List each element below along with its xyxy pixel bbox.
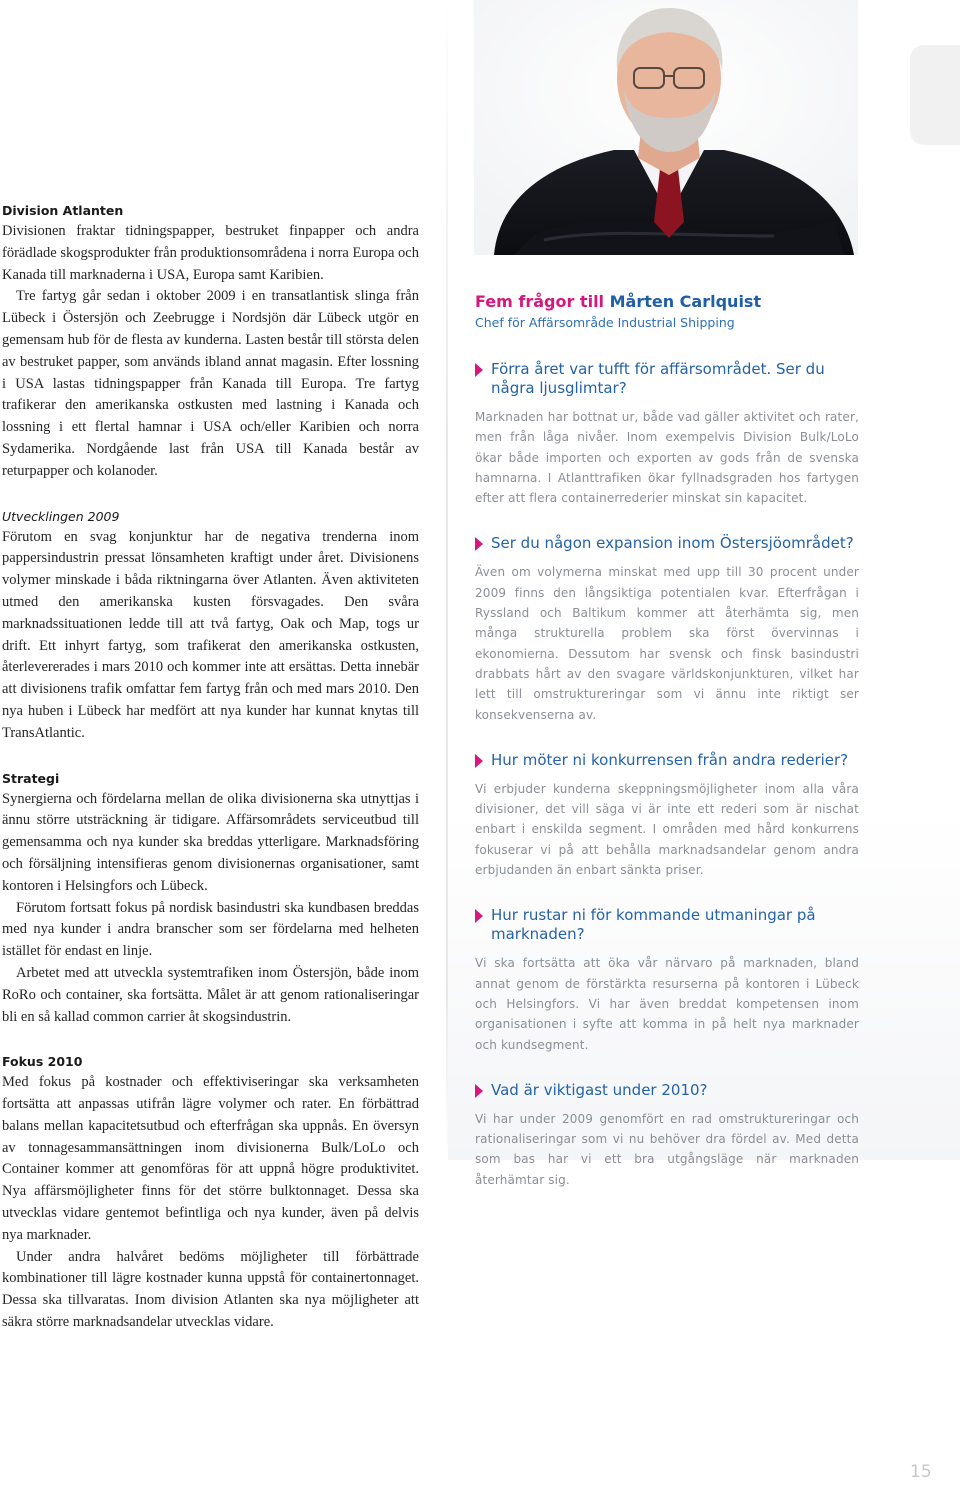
interview-heading bbox=[475, 290, 859, 314]
question bbox=[475, 534, 859, 553]
arrow-bullet-icon bbox=[475, 754, 483, 768]
question-text: Hur rustar ni för kommande utmaningar på marknaden? bbox=[491, 906, 816, 944]
answer: Vi erbjuder kunderna skeppningsmöjligheter inom alla våra divisioner, det vill säga vi är inte ett rederi som är nischat enbart i enskilda segment. I områden med hård konkurrens fokuserar vi på att behålla marknadsandelar genom andra erbjudanden än enbart sänkta priser. bbox=[475, 781, 859, 878]
article-body bbox=[2, 201, 419, 1334]
section-heading-strategi: Strategi bbox=[2, 770, 60, 786]
qa-item bbox=[475, 906, 859, 1054]
arrow-bullet-icon bbox=[475, 909, 483, 923]
section-heading-utvecklingen: Utvecklingen 2009 bbox=[2, 508, 120, 524]
question-text: Hur möter ni konkurrensen från andra rederier? bbox=[491, 750, 849, 769]
answer: Vi har under 2009 genomfört en rad omstruktureringar och rationaliseringar som vi nu behöver dra fördel av. Med detta som bas har vi ett bra utgångsläge när marknaden återhämtar sig. bbox=[475, 1111, 859, 1187]
answer: Vi ska fortsätta att öka vår närvaro på marknaden, bland annat genom de förstärkta resurserna på kontoren i Lübeck och Helsingfors. Vi har även breddat kompetensen inom organisationen i syfte att komma in på helt nya marknader och kundsegment. bbox=[475, 956, 859, 1052]
portrait-photo bbox=[474, 0, 858, 255]
question bbox=[475, 1081, 859, 1100]
question bbox=[475, 751, 859, 770]
paragraph: Förutom en svag konjunktur har de negativa trenderna inom pappersindustrin pressat lönsamheten kraftigt under året. Divisionens volymer minskade i båda riktningarna över Atlanten. Även aktiviteten utmed den amerikanska kusten försvagades. Den svåra marknadssituationen ledde till att två fartyg, Oak och Map, togs ur drift. Ett inhyrt fartyg, som trafikerat den amerikanska ostkusten, återlevererades i mars 2010 och kommer inte att ersättas. Detta innebär att divisionens trafik omfattar fem fartyg från och med mars 2010. Den nya huben i Lübeck har medfört att nya kunder har kunnat knytas till TransAtlantic. bbox=[2, 528, 419, 741]
question bbox=[475, 906, 859, 944]
section-heading-fokus: Fokus 2010 bbox=[2, 1054, 83, 1070]
paragraph: Med fokus på kostnader och effektiviseringar ska verksamheten fortsätta att anpassas utifrån lägre volymer och rater. En förbättrad balans mellan kapacitetsutbud och efterfrågan ska uppnås. En översyn av tonnagesammansättningen inom divisionerna Bulk/LoLo och Container kommer att genomföras för att uppnå högre produktivitet. Nya affärsmöjligheter finns för det större bulktonnaget. Dessa ska utvecklas vidare gentemot befintliga och nya kunder, även på delvis nya marknader. bbox=[2, 1074, 419, 1243]
qa-item bbox=[475, 360, 859, 508]
interview-sidebar bbox=[475, 290, 859, 1190]
paragraph: Tre fartyg går sedan i oktober 2009 i en transatlantisk slinga från Lübeck i Östersjön och Zeebrugge i Nordsjön där Lübeck utgör en gemensam hub för de flesta av kunderna. Lasten består till största delen av bestruket papper, som används ibland annat magasin. Efter lossning i USA lastas tidningspapper från Kanada till Europa. Tre fartyg trafikerar den amerikanska ostkusten med lastning i Kanada och lossning i ett flertal hamnar i USA och/eller Karibien och norra Sydamerika. Nordgående last från USA till Kanada består av returpapper och kolanoder. bbox=[2, 288, 419, 479]
paragraph: Under andra halvåret bedöms möjligheter till förbättrade kombinationer till lägre kostnader kunna uppstå för containertonnaget. Dessa ska tillvaratas. Inom division Atlanten ska nya möjligheter att säkra större marknadsandelar utvecklas vidare. bbox=[2, 1248, 419, 1331]
arrow-bullet-icon bbox=[475, 537, 483, 551]
interview-heading-name: Mårten Carlquist bbox=[609, 292, 762, 311]
paragraph: Synergierna och fördelarna mellan de olika divisionerna ska utnyttjas i ännu större utsträckning är tidigare. Affärsområdets serviceutbud till gemensamma och nya kunder ska breddas ytterligare. Marknadsföring och försäljning intensifieras genom divisionernas organisationer, samt kontoren i Helsingfors och Lübeck. bbox=[2, 790, 419, 894]
answer: Marknaden har bottnat ur, både vad gäller aktivitet och rater, men från låga nivåer. Inom exempelvis Division Bulk/LoLo ökar både importen och exporten av gods från de svenska hamnarna. I Atlanttrafiken ökar fyllnadsgraden hos fartygen efter att flera containerrederier minskat sin kapacitet. bbox=[475, 410, 859, 506]
page-number: 15 bbox=[910, 1462, 932, 1482]
arrow-bullet-icon bbox=[475, 363, 483, 377]
paragraph: Arbetet med att utveckla systemtrafiken inom Östersjön, både inom RoRo och container, ska fortsätta. Målet är att genom rationaliseringar bli en så kallad common carrier åt skogsindustrin. bbox=[2, 964, 419, 1025]
question bbox=[475, 360, 859, 398]
page-tab-marker bbox=[910, 45, 960, 145]
qa-item bbox=[475, 751, 859, 880]
paragraph: Divisionen fraktar tidningspapper, bestruket finpapper och andra förädlade skogsprodukter från produktionsområdena i norra Europa och Kanada till marknaderna i USA, Europa samt Karibien. bbox=[2, 223, 419, 283]
arrow-bullet-icon bbox=[475, 1084, 483, 1098]
question-text: Förra året var tufft för affärsområdet. Ser du några ljusglimtar? bbox=[491, 360, 825, 397]
qa-item bbox=[475, 1081, 859, 1190]
answer: Även om volymerna minskat med upp till 30 procent under 2009 finns den långsiktiga potentialen kvar. Efterfrågan i Ryssland och Baltikum kommer att återhämta sig, men många strukturella problem ska först övervinnas i ekonomierna. Dessutom har svensk och finsk basindustri drabbats hårt av den svagare världskonjunkturen, vilket har lett till omstruktureringar som vi ännu inte riktigt ser konsekvenserna av. bbox=[475, 565, 859, 722]
interview-heading-prefix: Fem frågor till bbox=[475, 292, 605, 311]
sidebar-divider bbox=[446, 0, 448, 1160]
interview-role: Chef för Affärsområde Industrial Shipping bbox=[475, 315, 735, 330]
question-text: Ser du någon expansion inom Östersjöområdet? bbox=[491, 534, 854, 553]
section-heading-division: Division Atlanten bbox=[2, 203, 124, 218]
qa-item bbox=[475, 534, 859, 724]
paragraph: Förutom fortsatt fokus på nordisk basindustri ska kundbasen breddas med nya kunder i andra branscher som ser fördelarna med helheten istället för endast en linje. bbox=[2, 899, 419, 960]
question-text: Vad är viktigast under 2010? bbox=[491, 1080, 708, 1099]
